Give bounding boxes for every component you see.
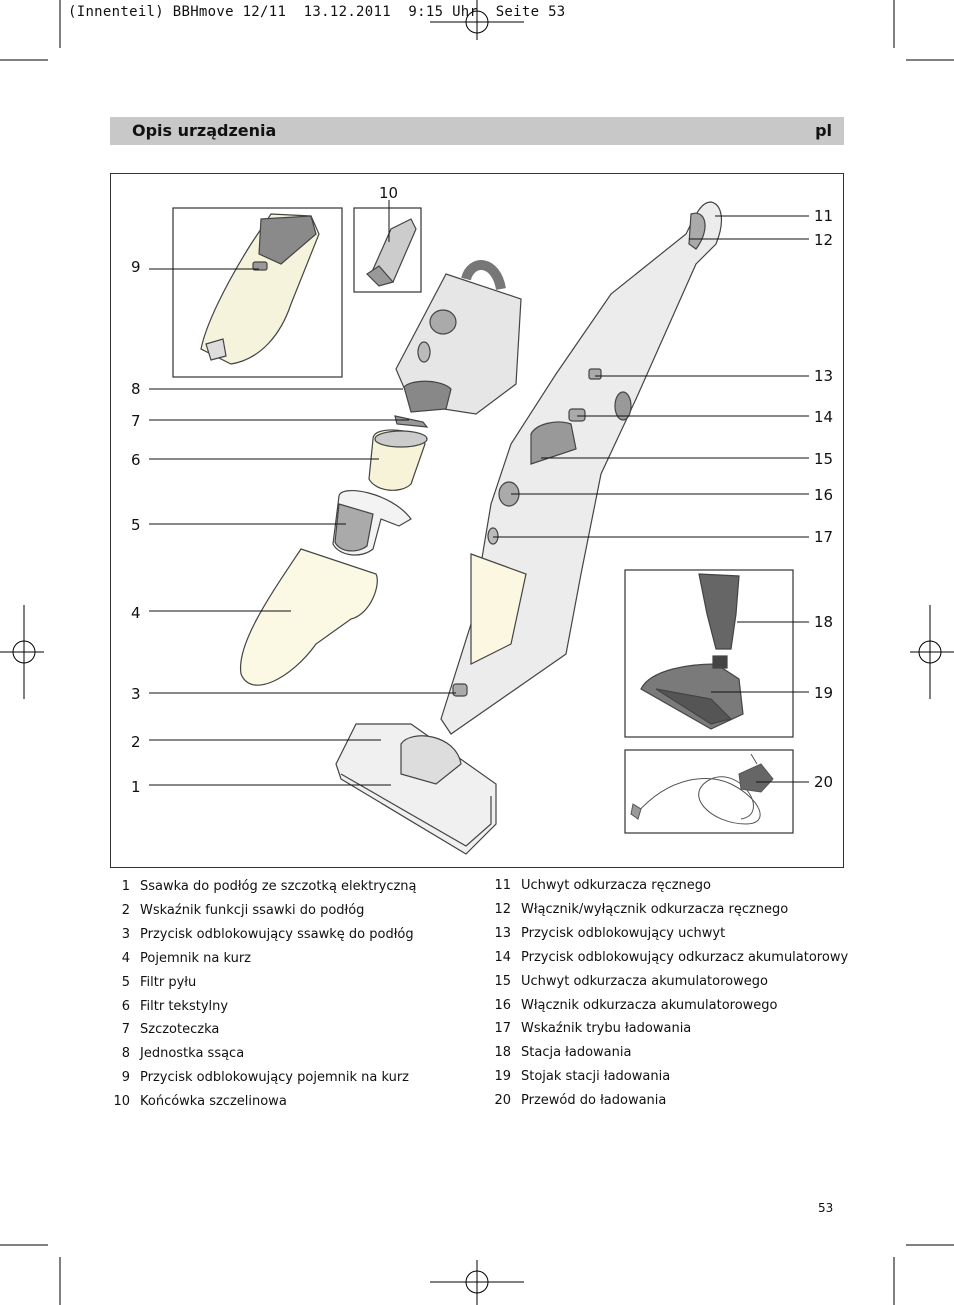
callout-17: 17 <box>814 528 834 546</box>
legend-item-text: Wskaźnik funkcji ssawki do podłóg <box>140 902 365 918</box>
legend-item-number: 20 <box>494 1093 511 1109</box>
legend-item-text: Uchwyt odkurzacza ręcznego <box>521 878 711 893</box>
legend-item-text: Końcówka szczelinowa <box>140 1094 287 1110</box>
legend-item-number: 5 <box>121 974 130 990</box>
callout-2: 2 <box>131 733 141 751</box>
callout-15: 15 <box>814 450 834 468</box>
legend-item-text: Ssawka do podłóg ze szczotką elektryczną <box>140 879 417 894</box>
legend-item-number: 10 <box>113 1094 130 1110</box>
legend-item-number: 2 <box>121 902 130 918</box>
legend-item-text: Przycisk odblokowujący odkurzacz akumulatorowy <box>521 949 849 965</box>
inset-box-charger-cable <box>625 750 793 833</box>
textile-filter-illustration <box>369 430 427 490</box>
charging-station-illustration <box>641 574 743 729</box>
charger-cable-illustration <box>631 754 773 824</box>
callout-5: 5 <box>131 516 141 534</box>
legend-item-number: 13 <box>494 925 511 941</box>
legend-item-text: Wskaźnik trybu ładowania <box>521 1021 692 1037</box>
legend-item-text: Przewód do ładowania <box>521 1093 667 1109</box>
legend-item-text: Jednostka ssąca <box>140 1046 245 1062</box>
legend-item-number: 7 <box>121 1022 130 1038</box>
dust-filter-illustration <box>333 491 411 555</box>
callout-20: 20 <box>814 773 834 791</box>
stick-vacuum-illustration <box>336 202 721 854</box>
legend-item-text: Szczoteczka <box>140 1022 220 1038</box>
callout-10: 10 <box>379 184 399 202</box>
callout-3: 3 <box>131 685 141 703</box>
legend-item-text: Włącznik/wyłącznik odkurzacza ręcznego <box>521 901 789 917</box>
section-header-bar <box>110 117 844 145</box>
print-header: (Innenteil) BBHmove 12/11 13.12.2011 9:15 Uhr Seite 53 <box>68 4 566 20</box>
legend-item-number: 16 <box>494 997 511 1013</box>
legend-item-number: 14 <box>494 949 511 965</box>
legend-item-text: Filtr tekstylny <box>140 998 229 1014</box>
legend-item-number: 15 <box>494 973 511 989</box>
callout-9: 9 <box>131 258 141 276</box>
legend-item-number: 18 <box>494 1045 511 1061</box>
callout-11: 11 <box>814 207 834 225</box>
dust-container-illustration <box>241 549 378 685</box>
vacuum-illustration <box>111 174 843 867</box>
legend-item-number: 3 <box>121 926 130 942</box>
legend-item-text: Przycisk odblokowujący ssawkę do podłóg <box>140 926 414 942</box>
legend-item-number: 19 <box>494 1069 511 1085</box>
legend-item-text: Stacja ładowania <box>521 1045 632 1061</box>
legend-item-number: 17 <box>494 1021 511 1037</box>
callout-7: 7 <box>131 412 141 430</box>
callout-13: 13 <box>814 367 834 385</box>
legend-item-number: 4 <box>121 950 130 966</box>
callout-8: 8 <box>131 380 141 398</box>
legend-item-text: Przycisk odblokowujący pojemnik na kurz <box>140 1070 409 1086</box>
callout-6: 6 <box>131 451 141 469</box>
small-brush-illustration <box>395 416 427 427</box>
legend-item-text: Pojemnik na kurz <box>140 950 251 966</box>
callout-14: 14 <box>814 408 834 426</box>
legend-item-number: 12 <box>494 901 511 917</box>
legend-item-text: Filtr pyłu <box>140 974 197 990</box>
callout-12: 12 <box>814 231 834 249</box>
legend-item-text: Uchwyt odkurzacza akumulatorowego <box>521 973 768 989</box>
legend-item-text: Stojak stacji ładowania <box>521 1069 671 1085</box>
language-code: pl <box>815 121 832 140</box>
legend-item-number: 8 <box>121 1046 130 1062</box>
device-diagram <box>110 173 844 868</box>
section-title: Opis urządzenia <box>132 121 277 140</box>
legend-item-number: 9 <box>121 1070 130 1086</box>
callout-1: 1 <box>131 778 141 796</box>
legend-item-text: Włącznik odkurzacza akumulatorowego <box>521 997 778 1013</box>
callout-18: 18 <box>814 613 834 631</box>
crevice-tool-illustration <box>367 219 416 286</box>
legend-item-number: 6 <box>121 998 130 1014</box>
legend-item-number: 11 <box>494 878 511 893</box>
suction-unit-illustration <box>396 265 521 414</box>
legend-item-number: 1 <box>121 879 130 894</box>
page-number: 53 <box>818 1201 834 1215</box>
handheld-illustration <box>201 214 319 364</box>
callout-16: 16 <box>814 486 834 504</box>
callout-4: 4 <box>131 604 141 622</box>
legend-item-text: Przycisk odblokowujący uchwyt <box>521 925 726 941</box>
callout-19: 19 <box>814 684 834 702</box>
